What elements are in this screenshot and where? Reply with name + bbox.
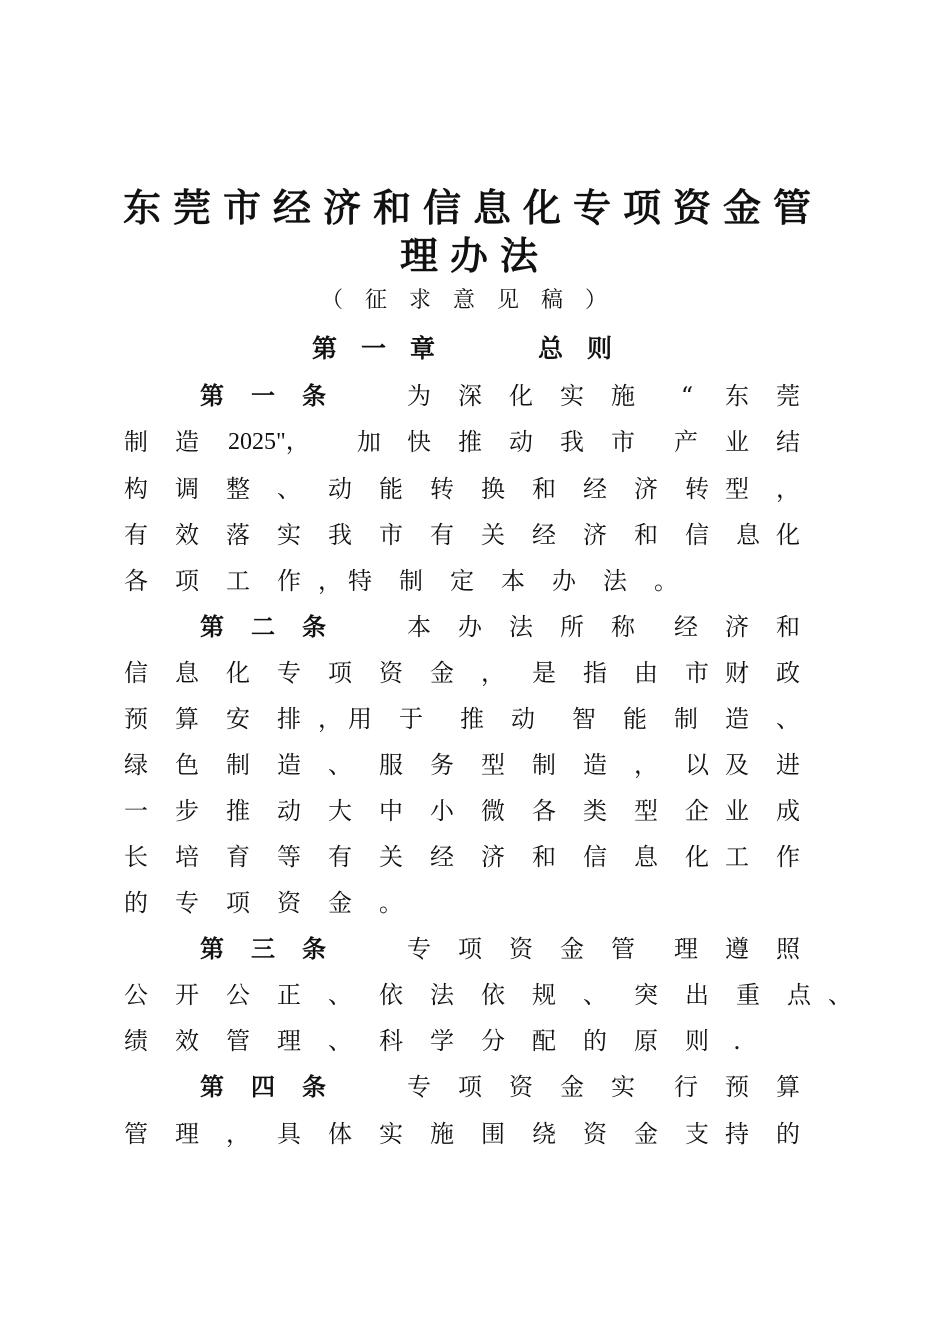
article-heading-char: 第 xyxy=(200,934,224,963)
document-title-line-2: 理办法 xyxy=(399,233,550,278)
body-char: 专 xyxy=(277,659,301,687)
body-char: 实 xyxy=(611,1073,635,1101)
body-char: 金 xyxy=(560,935,584,963)
article-heading-char: 第 xyxy=(200,381,224,410)
body-char: 类 xyxy=(583,797,607,825)
body-char: 经 xyxy=(430,843,454,871)
body-char: 信 xyxy=(583,843,607,871)
body-char: 等 xyxy=(277,843,301,871)
body-char: 预 xyxy=(725,1073,749,1101)
body-line xyxy=(0,1070,950,1104)
body-char: 以 xyxy=(685,751,709,779)
body-char: 制 xyxy=(674,705,698,733)
body-char: 动 xyxy=(277,797,301,825)
body-char: 经 xyxy=(583,475,607,503)
body-char: 财 xyxy=(725,659,749,687)
article-heading-char: 条 xyxy=(302,934,326,963)
body-char: 、 xyxy=(328,981,352,1009)
article-heading-char: 第 xyxy=(200,1072,224,1101)
body-char: 科 xyxy=(379,1027,403,1055)
body-char: 理 xyxy=(175,1120,199,1148)
body-char: 于 xyxy=(399,705,423,733)
body-char: 本 xyxy=(501,567,525,595)
body-char: 、 xyxy=(328,1027,352,1055)
body-char: 资 xyxy=(379,659,403,687)
body-char: 2025"， xyxy=(228,429,310,455)
body-char: 行 xyxy=(674,1073,698,1101)
body-char: 体 xyxy=(328,1120,352,1148)
body-char: 济 xyxy=(634,475,658,503)
body-char: 化 xyxy=(685,843,709,871)
body-char: 换 xyxy=(481,475,505,503)
body-char: 调 xyxy=(175,475,199,503)
body-char: 东 xyxy=(725,382,749,410)
chapter-name: 总则 xyxy=(538,334,637,363)
body-line xyxy=(0,794,950,828)
body-char: 指 xyxy=(583,659,607,687)
body-char: 企 xyxy=(685,797,709,825)
body-char: 小 xyxy=(430,797,454,825)
body-char: 育 xyxy=(226,843,250,871)
body-char: 莞 xyxy=(776,382,800,410)
chapter-number: 第一章 xyxy=(312,334,460,363)
body-char: 落 xyxy=(226,521,250,549)
body-char: 进 xyxy=(776,751,800,779)
body-char: 深 xyxy=(458,382,482,410)
body-char: 微 xyxy=(481,797,505,825)
body-char: 、 xyxy=(583,981,607,1009)
body-char: 息 xyxy=(634,843,658,871)
body-char: 我 xyxy=(560,428,584,456)
body-char: 学 xyxy=(430,1027,454,1055)
body-char: 。 xyxy=(654,567,678,595)
body-char: 绩 xyxy=(124,1027,148,1055)
article-heading-char: 条 xyxy=(302,381,326,410)
body-char: ， xyxy=(481,659,505,687)
body-char: 业 xyxy=(725,797,749,825)
body-char: 是 xyxy=(532,659,556,687)
body-char: 绿 xyxy=(124,751,148,779)
body-char: 称 xyxy=(611,613,635,641)
body-char: 办 xyxy=(552,567,576,595)
body-char: 造 xyxy=(725,705,749,733)
body-char: 能 xyxy=(623,705,647,733)
body-char: 各 xyxy=(124,567,148,595)
body-char: 理 xyxy=(674,935,698,963)
body-char: 照 xyxy=(776,935,800,963)
body-char: 专 xyxy=(407,935,431,963)
body-char: 、 xyxy=(277,475,301,503)
body-char: 中 xyxy=(379,797,403,825)
body-char: 动 xyxy=(328,475,352,503)
body-char: ， xyxy=(634,751,658,779)
body-char: 依 xyxy=(379,981,403,1009)
body-char: 由 xyxy=(634,659,658,687)
body-char: 效 xyxy=(175,521,199,549)
article-heading-char: 四 xyxy=(251,1072,275,1101)
body-char: 信 xyxy=(685,521,709,549)
body-char: 公 xyxy=(124,981,148,1009)
body-char: 经 xyxy=(674,613,698,641)
body-char: 特 xyxy=(348,567,372,595)
body-char: 配 xyxy=(532,1027,556,1055)
body-char: 和 xyxy=(532,843,556,871)
body-char: 型 xyxy=(481,751,505,779)
body-char: 制 xyxy=(124,428,148,456)
body-char: 动 xyxy=(509,428,533,456)
body-char: 专 xyxy=(175,889,199,917)
body-char: 能 xyxy=(379,475,403,503)
body-char: 实 xyxy=(560,382,584,410)
body-char: 和 xyxy=(634,521,658,549)
body-char: 项 xyxy=(175,567,199,595)
body-char: 算 xyxy=(776,1073,800,1101)
body-char: 管 xyxy=(226,1027,250,1055)
body-char: 快 xyxy=(407,428,431,456)
document-title-line-1: 东莞市经济和信息化专项资金管 xyxy=(122,185,823,230)
body-char: 理 xyxy=(277,1027,301,1055)
body-char: 绕 xyxy=(532,1120,556,1148)
body-char: 排 xyxy=(277,705,301,733)
body-char: 的 xyxy=(776,1120,800,1148)
body-char: 规 xyxy=(532,981,556,1009)
body-char: 算 xyxy=(175,705,199,733)
body-char: ， xyxy=(776,475,800,503)
body-char: 实 xyxy=(379,1120,403,1148)
body-char: 产 xyxy=(674,428,698,456)
body-char: 分 xyxy=(481,1027,505,1055)
body-char: 化 xyxy=(509,382,533,410)
article-heading-char: 三 xyxy=(251,934,275,963)
body-line xyxy=(0,1117,950,1151)
body-char: 制 xyxy=(399,567,423,595)
body-char: ， xyxy=(318,567,342,595)
body-char: 市 xyxy=(379,521,403,549)
document-subtitle: （征求意见稿） xyxy=(320,288,629,313)
body-char: 济 xyxy=(583,521,607,549)
body-line xyxy=(0,978,950,1012)
body-char: 化 xyxy=(776,521,800,549)
body-char: 项 xyxy=(458,935,482,963)
body-char: 专 xyxy=(407,1073,431,1101)
body-char: 信 xyxy=(124,659,148,687)
body-char: 资 xyxy=(277,889,301,917)
body-char: 和 xyxy=(532,475,556,503)
body-char: 各 xyxy=(532,797,556,825)
body-char: 实 xyxy=(277,521,301,549)
body-char: 、 xyxy=(328,751,352,779)
body-line xyxy=(0,702,950,736)
body-char: ， xyxy=(318,705,342,733)
body-line xyxy=(0,472,950,506)
body-char: 有 xyxy=(430,521,454,549)
body-char: 施 xyxy=(611,382,635,410)
body-char: 工 xyxy=(725,843,749,871)
body-char: 大 xyxy=(328,797,352,825)
article-heading-char: 条 xyxy=(302,1072,326,1101)
body-char: 步 xyxy=(175,797,199,825)
body-line xyxy=(0,886,950,920)
body-char: 金 xyxy=(328,889,352,917)
body-char: 关 xyxy=(379,843,403,871)
body-char: 的 xyxy=(583,1027,607,1055)
body-char: 所 xyxy=(560,613,584,641)
body-char: 及 xyxy=(725,751,749,779)
body-char: 转 xyxy=(430,475,454,503)
body-line xyxy=(0,379,950,413)
body-char: 作 xyxy=(776,843,800,871)
body-char: 市 xyxy=(611,428,635,456)
body-char: 则 xyxy=(685,1027,709,1055)
body-char: 息 xyxy=(736,521,760,549)
body-line xyxy=(0,564,950,598)
article-heading-char: 条 xyxy=(302,612,326,641)
body-char: 和 xyxy=(776,613,800,641)
body-char: 转 xyxy=(685,475,709,503)
body-char: 、 xyxy=(828,981,852,1009)
body-char: 结 xyxy=(776,428,800,456)
body-char: 培 xyxy=(175,843,199,871)
body-char: 一 xyxy=(124,797,148,825)
body-char: . xyxy=(733,1027,741,1055)
body-char: 资 xyxy=(509,935,533,963)
body-char: 构 xyxy=(124,475,148,503)
body-char: 持 xyxy=(725,1120,749,1148)
body-char: 长 xyxy=(124,843,148,871)
body-char: 成 xyxy=(776,797,800,825)
article-heading-char: 二 xyxy=(251,612,275,641)
body-char: 围 xyxy=(481,1120,505,1148)
body-char: 资 xyxy=(583,1120,607,1148)
body-char: 造 xyxy=(175,428,199,456)
body-char: 作 xyxy=(277,567,301,595)
body-char: 型 xyxy=(634,797,658,825)
body-line xyxy=(0,610,950,644)
body-char: 开 xyxy=(175,981,199,1009)
body-char: 金 xyxy=(430,659,454,687)
body-line xyxy=(0,425,950,459)
body-char: 管 xyxy=(611,935,635,963)
body-char: 动 xyxy=(511,705,535,733)
body-char: 预 xyxy=(124,705,148,733)
body-char: 济 xyxy=(725,613,749,641)
body-char: 化 xyxy=(226,659,250,687)
body-char: 制 xyxy=(532,751,556,779)
body-line xyxy=(0,518,950,552)
body-char: 工 xyxy=(226,567,250,595)
body-char: 造 xyxy=(277,751,301,779)
body-char: 推 xyxy=(458,428,482,456)
body-line xyxy=(0,840,950,874)
body-char: 安 xyxy=(226,705,250,733)
body-char: 定 xyxy=(450,567,474,595)
body-char: 。 xyxy=(379,889,403,917)
body-line xyxy=(0,748,950,782)
body-char: 法 xyxy=(430,981,454,1009)
body-line xyxy=(0,656,950,690)
body-char: 经 xyxy=(532,521,556,549)
body-line xyxy=(0,932,950,966)
body-char: 政 xyxy=(776,659,800,687)
body-char: 点 xyxy=(787,981,811,1009)
body-char: 推 xyxy=(226,797,250,825)
body-char: ， xyxy=(226,1120,250,1148)
body-char: 有 xyxy=(124,521,148,549)
body-char: 为 xyxy=(407,382,431,410)
body-char: 法 xyxy=(603,567,627,595)
body-char: 施 xyxy=(430,1120,454,1148)
body-line xyxy=(0,1024,950,1058)
body-char: 项 xyxy=(328,659,352,687)
body-char: 用 xyxy=(348,705,372,733)
body-char: 办 xyxy=(458,613,482,641)
body-char: 的 xyxy=(124,889,148,917)
body-char: 突 xyxy=(634,981,658,1009)
body-char: 色 xyxy=(175,751,199,779)
body-char: 市 xyxy=(685,659,709,687)
body-char: “ xyxy=(680,382,694,410)
body-char: 型 xyxy=(725,475,749,503)
body-char: 资 xyxy=(509,1073,533,1101)
body-char: 加 xyxy=(357,428,381,456)
body-char: 正 xyxy=(277,981,301,1009)
body-char: 依 xyxy=(481,981,505,1009)
body-char: 法 xyxy=(509,613,533,641)
body-char: 我 xyxy=(328,521,352,549)
body-char: 具 xyxy=(277,1120,301,1148)
article-heading-char: 一 xyxy=(251,381,275,410)
body-char: 重 xyxy=(736,981,760,1009)
body-char: 推 xyxy=(460,705,484,733)
body-char: 遵 xyxy=(725,935,749,963)
body-char: 务 xyxy=(430,751,454,779)
article-heading-char: 第 xyxy=(200,612,224,641)
body-char: 业 xyxy=(725,428,749,456)
body-char: 智 xyxy=(572,705,596,733)
body-char: 原 xyxy=(634,1027,658,1055)
body-char: 金 xyxy=(560,1073,584,1101)
body-char: 效 xyxy=(175,1027,199,1055)
body-char: 制 xyxy=(226,751,250,779)
body-char: 服 xyxy=(379,751,403,779)
body-char: 公 xyxy=(226,981,250,1009)
body-char: 出 xyxy=(685,981,709,1009)
body-char: 项 xyxy=(226,889,250,917)
body-char: 、 xyxy=(776,705,800,733)
body-char: 济 xyxy=(481,843,505,871)
body-char: 造 xyxy=(583,751,607,779)
body-char: 有 xyxy=(328,843,352,871)
body-char: 整 xyxy=(226,475,250,503)
body-char: 本 xyxy=(407,613,431,641)
body-char: 支 xyxy=(685,1120,709,1148)
body-char: 项 xyxy=(458,1073,482,1101)
body-char: 金 xyxy=(634,1120,658,1148)
body-char: 息 xyxy=(175,659,199,687)
body-char: 管 xyxy=(124,1120,148,1148)
body-char: 关 xyxy=(481,521,505,549)
